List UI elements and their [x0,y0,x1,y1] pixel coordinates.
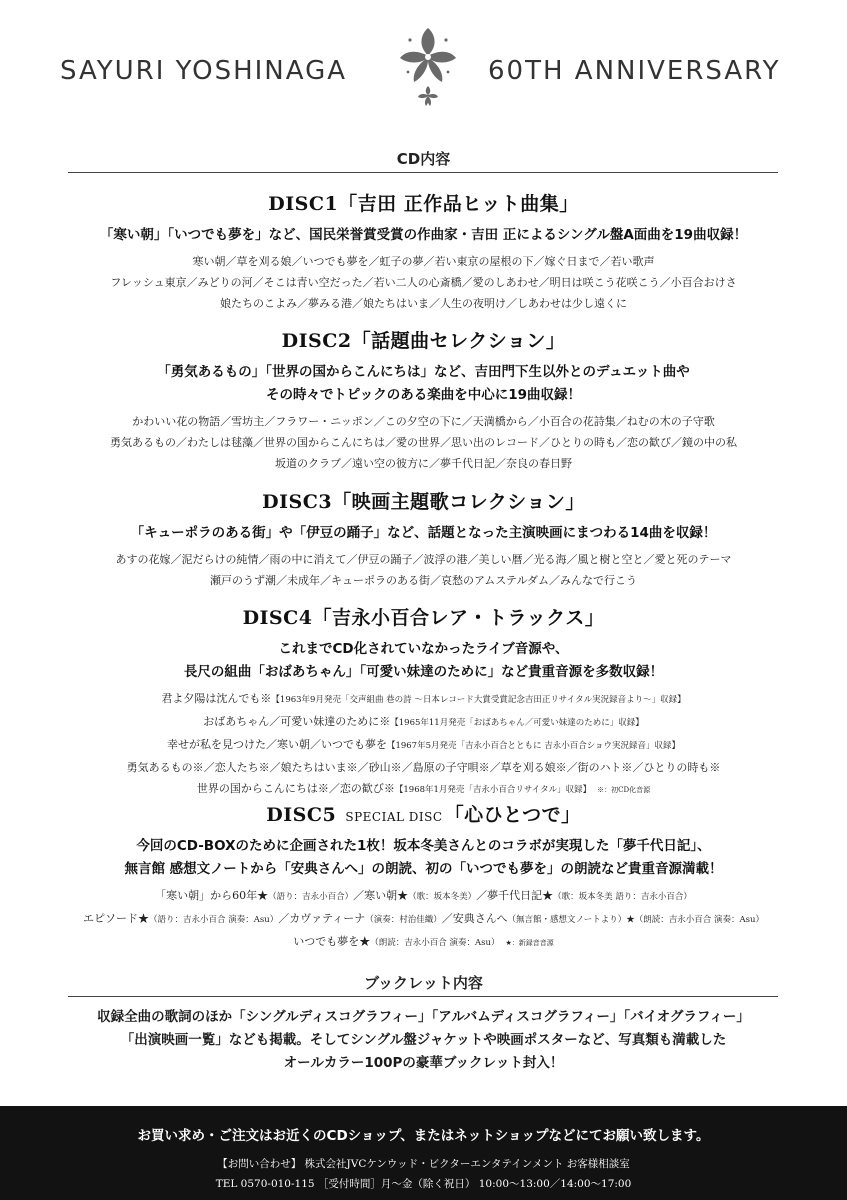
disc4-section [0,603,847,801]
disc5-track-text: いつでも夢を★ [293,935,371,948]
disc4-track-note: 【1963年9月発売「交声組曲 巷の詩 ～日本レコード大賞受賞記念吉田正リサイタル実況録音より～」収録】 [271,695,686,705]
disc5-section [0,800,847,954]
footer-order-notice: お買い求め・ご注文はお近くのCDショップ、またはネットショップなどにてお願い致します。 [137,1128,710,1144]
disc5-title [0,800,847,827]
disc4-lead [0,638,847,684]
disc4-lead-line: 長尺の組曲「おばあちゃん」「可愛い妹達のために」など貴重音源を多数収録！ [183,664,664,680]
disc5-track-note: （演奏：村治佳織） [365,915,442,925]
disc5-tracklist [0,885,847,954]
footer-bar [0,1106,847,1200]
disc2-title: DISC2「話題曲セレクション」 [281,330,566,352]
cd-section-label: CD内容 [396,150,451,168]
booklet-section-rule [68,996,778,997]
disc1-track-line: 寒い朝／草を刈る娘／いつでも夢を／虹子の夢／若い東京の屋根の下／嫁ぐ日まで／若い歌声 [192,255,655,268]
disc4-track-line [0,688,847,711]
disc4-track-text: おばあちゃん／可愛い妹達のために※ [203,715,391,728]
brand-title-right: 60TH ANNIVERSARY [488,56,781,86]
disc1-lead-line: 「寒い朝」「いつでも夢を」など、国民栄誉賞受賞の作曲家・吉田 正によるシングル盤A面曲を19曲収録！ [99,227,748,243]
footer-tel: TEL 0570-010-115 ［受付時間］月～金（除く祝日） 10:00～13:00／14:00～17:00 [215,1178,632,1190]
disc5-track-line [0,885,847,908]
disc4-track-text: 君よ夕陽は沈んでも※ [161,692,272,705]
disc5-special-label: SPECIAL DISC [345,810,443,824]
disc5-track-text: ／夢千代日記★ [476,889,554,902]
disc5-track-note: （朗読：吉永小百合 演奏：Asu） [370,938,500,948]
disc1-title: DISC1「吉田 正作品ヒット曲集」 [268,193,579,215]
disc2-lead [0,361,847,407]
disc2-track-line: 勇気あるもの／わたしは毬藻／世界の国からこんにちは／愛の世界／思い出のレコード／ひとりの時も／恋の歓び／鏡の中の私 [110,436,737,449]
disc2-section [0,326,847,474]
disc4-lead-line: これまでCD化されていなかったライブ音源や、 [278,641,569,657]
disc2-tracklist [0,411,847,474]
disc3-section [0,487,847,591]
disc5-track-line [0,908,847,931]
disc3-lead [0,522,847,545]
booklet-lead-line: 収録全曲の歌詞のほか「シングルディスコグラフィー」「アルバムディスコグラフィー」「バイオグラフィー」 [97,1009,750,1025]
disc5-title-suffix: 「心ひとつで」 [444,804,581,826]
disc5-track-note: （歌：坂本冬美 語り：吉永小百合） [553,892,692,902]
disc2-lead-line: 「勇気あるもの」「世界の国からこんにちは」など、吉田門下生以外とのデュエット曲や [157,364,690,380]
booklet-lead-line: 「出演映画一覧」なども掲載。そしてシングル盤ジャケットや映画ポスターなど、写真類も満載した [120,1032,727,1048]
disc4-track-note: 【1968年1月発売「吉永小百合リサイタル」収録】 [394,785,592,795]
disc4-footnote: ※：初CD化音源 [597,786,651,794]
disc4-track-line [0,778,847,801]
disc5-lead [0,835,847,881]
disc4-track-text: 世界の国からこんにちは※／恋の歓び※ [196,782,395,795]
disc5-track-note: （無言館・感想文ノートより）★（朗読：吉永小百合 演奏：Asu） [507,915,764,925]
disc5-lead-line: 今回のCD-BOXのために企画された1枚！坂本冬美さんとのコラボが実現した「夢千代日記」、 [136,838,711,854]
disc3-title: DISC3「映画主題歌コレクション」 [262,491,585,513]
disc5-track-text: ／寒い朝★ [353,889,409,902]
disc5-track-line [0,931,847,954]
booklet-lead-line: オールカラー100Pの豪華ブックレット封入！ [283,1055,564,1071]
disc5-lead-line: 無言館 感想文ノートから「安典さんへ」の朗読、初の「いつでも夢を」の朗読など貴重音源満載！ [124,861,723,877]
disc5-track-text: エピソード★ [83,912,150,925]
booklet-lead [0,1006,847,1075]
booklet-section-label: ブックレット内容 [364,974,483,992]
disc4-track-text: 勇気あるもの※／恋人たち※／娘たちはいま※／砂山※／島原の子守唄※／草を刈る娘※／街のハト※／ひとりの時も※ [126,761,721,774]
disc2-track-line: 坂道のクラブ／遠い空の彼方に／夢千代日記／奈良の春日野 [275,457,572,470]
disc4-title: DISC4「吉永小百合レア・トラックス」 [242,607,605,629]
disc1-section [0,189,847,314]
flower-icon [388,20,468,112]
disc3-tracklist [0,549,847,591]
disc1-track-line: フレッシュ東京／みどりの河／そこは青い空だった／若い二人の心斎橋／愛のしあわせ／明日は咲こう花咲こう／小百合おけさ [110,276,737,289]
disc4-track-line [0,757,847,778]
disc2-lead-line: その時々でトピックのある楽曲を中心に19曲収録！ [266,387,581,403]
disc3-lead-line: 「キューポラのある街」や「伊豆の踊子」など、話題となった主演映画にまつわる14曲を収録！ [130,525,717,541]
header [0,0,847,140]
disc5-track-note: （語り：吉永小百合） [268,892,354,902]
disc1-lead [0,224,847,247]
cd-section-rule [68,172,778,173]
disc5-footnote: ★：新録音音源 [505,939,554,947]
disc1-tracklist [0,251,847,314]
disc5-track-note: （語り：吉永小百合 演奏：Asu） [149,915,279,925]
disc4-track-note: 【1967年5月発売「吉永小百合とともに 吉永小百合ショウ実況録音」収録】 [386,741,681,751]
disc5-track-text: ／カヴァティーナ [278,912,366,925]
disc5-track-text: 「寒い朝」から60年★ [155,889,269,902]
disc5-track-note: （歌：坂本冬美） [408,892,477,902]
disc4-track-text: 幸せが私を見つけた／寒い朝／いつでも夢を [166,738,387,751]
disc4-track-note: 【1965年11月発売「おばあちゃん／可愛い妹達のために」収録】 [390,718,644,728]
disc4-track-line [0,711,847,734]
disc5-track-text: ／安典さんへ [441,912,508,925]
brand-title-left: SAYURI YOSHINAGA [60,56,348,86]
disc3-track-line: あすの花嫁／泥だらけの純情／雨の中に消えて／伊豆の踊子／波浮の港／美しい暦／光る海／風と樹と空と／愛と死のテーマ [115,553,732,566]
disc4-tracklist [0,688,847,801]
footer-inquiry: 【お問い合わせ】 株式会社JVCケンウッド・ビクターエンタテインメント お客様相談室 [217,1158,630,1170]
disc1-track-line: 娘たちのこよみ／夢みる港／娘たちはいま／人生の夜明け／しあわせは少し遠くに [220,297,627,310]
disc3-track-line: 瀬戸のうず潮／未成年／キューポラのある街／哀愁のアムステルダム／みんなで行こう [209,574,638,587]
disc2-track-line: かわいい花の物語／雪坊主／フラワー・ニッポン／この夕空の下に／天満橋から／小百合の花詩集／ねむの木の子守歌 [132,415,715,428]
disc4-track-line [0,734,847,757]
disc5-title-prefix: DISC5 [266,804,337,826]
